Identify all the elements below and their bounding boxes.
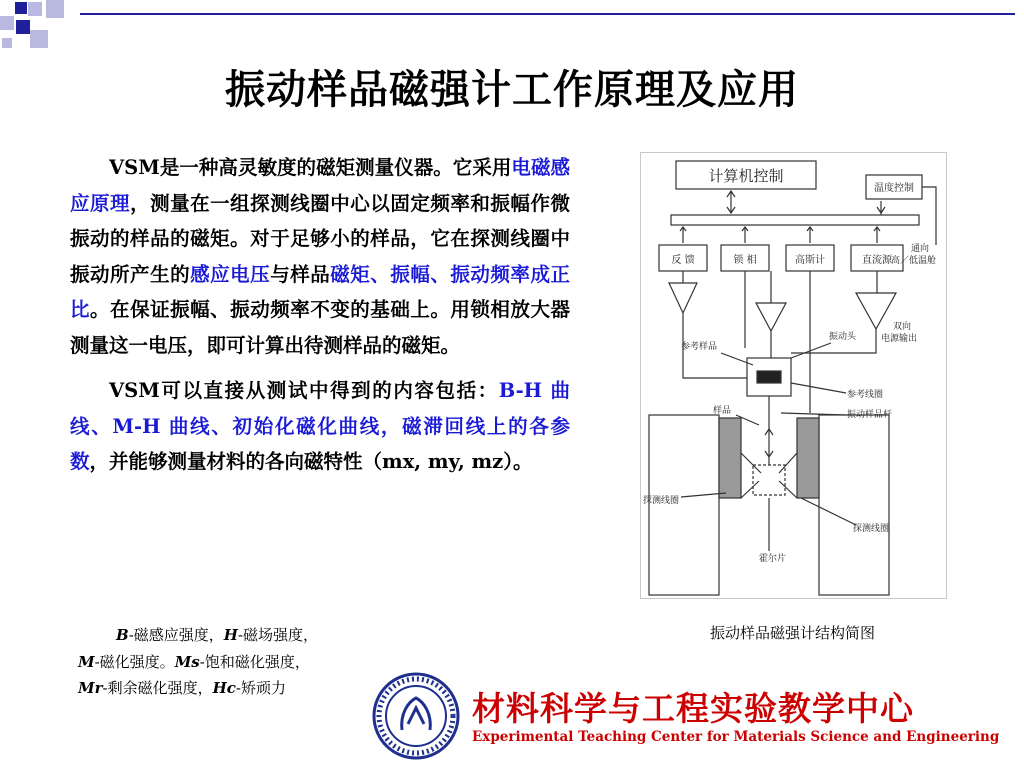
label-pickup-coil-left: 探测线圈 <box>643 496 680 506</box>
label-ref-sample: 参考样品 <box>681 342 718 352</box>
highlight-curves: B-H 曲线、M-H 曲线、初始化磁化曲线，磁滞回线上的各参数 <box>70 379 570 473</box>
vsm-diagram <box>640 152 947 599</box>
highlight-proportional: 磁矩、振幅、振动频率成正比 <box>70 262 570 321</box>
corner-decoration <box>0 0 80 60</box>
body-text <box>70 150 570 490</box>
label-bipolar-2: 电源输出 <box>881 334 918 344</box>
diagram-caption: 振动样品磁强计结构简图 <box>709 624 875 642</box>
slide-title: 振动样品磁强计工作原理及应用 <box>225 67 799 113</box>
label-sample: 样品 <box>713 406 732 416</box>
label-ref-coil: 参考线圈 <box>847 390 884 400</box>
label-feedback: 反 馈 <box>671 255 695 266</box>
center-name: 材料科学与工程实验教学中心 <box>472 689 914 728</box>
label-hall-probe: 霍尔片 <box>759 554 787 564</box>
label-sample-rod: 振动样品杆 <box>847 410 893 420</box>
label-lockin: 锁 相 <box>733 255 757 266</box>
label-cryo-2: 高／低温舱 <box>891 256 937 266</box>
label-gaussmeter: 高斯计 <box>795 255 825 266</box>
top-rule <box>80 13 1015 15</box>
label-temp-control: 温度控制 <box>874 183 914 194</box>
paragraph-outputs: VSM可以直接从测试中得到的内容包括：B-H 曲线、M-H 曲线、初始化磁化曲线，磁滞回线上的各参数，并能够测量材料的各向磁特性（mx, my, mz）。 <box>70 379 570 473</box>
label-cryo-1: 通向 <box>911 244 930 254</box>
highlight-voltage: 感应电压 <box>190 262 271 286</box>
paragraph-principle: VSM是一种高灵敏度的磁矩测量仪器。它采用电磁感应原理，测量在一组探测线圈中心以固定频率和振幅作微振动的样品的磁矩。对于足够小的样品，它在探测线圈中振动所产生的感应电压与样品磁矩、振幅、振动频率成正比。在保证振幅、振动频率不变的基础上。用锁相放大器测量这一电压，即可计算出待测样品的磁矩。 <box>70 156 570 357</box>
label-pickup-coil-right: 探测线圈 <box>853 524 890 534</box>
label-dc-source: 直流源 <box>862 255 892 266</box>
label-bipolar-1: 双向 <box>893 322 912 332</box>
label-vibration-head: 振动头 <box>829 332 857 342</box>
university-logo-icon <box>372 672 460 760</box>
center-english-name: Experimental Teaching Center for Materials Science and Engineering <box>472 729 1000 745</box>
highlight-principle: 电磁感应原理 <box>70 156 570 215</box>
label-computer-control: 计算机控制 <box>708 167 784 185</box>
vsm-diagram-svg <box>641 153 946 598</box>
symbol-legend: B-磁感应强度，H-磁场强度， M-磁化强度。Ms-饱和磁化强度， Mr-剩余磁化强度，Hc-矫顽力 <box>78 626 319 697</box>
